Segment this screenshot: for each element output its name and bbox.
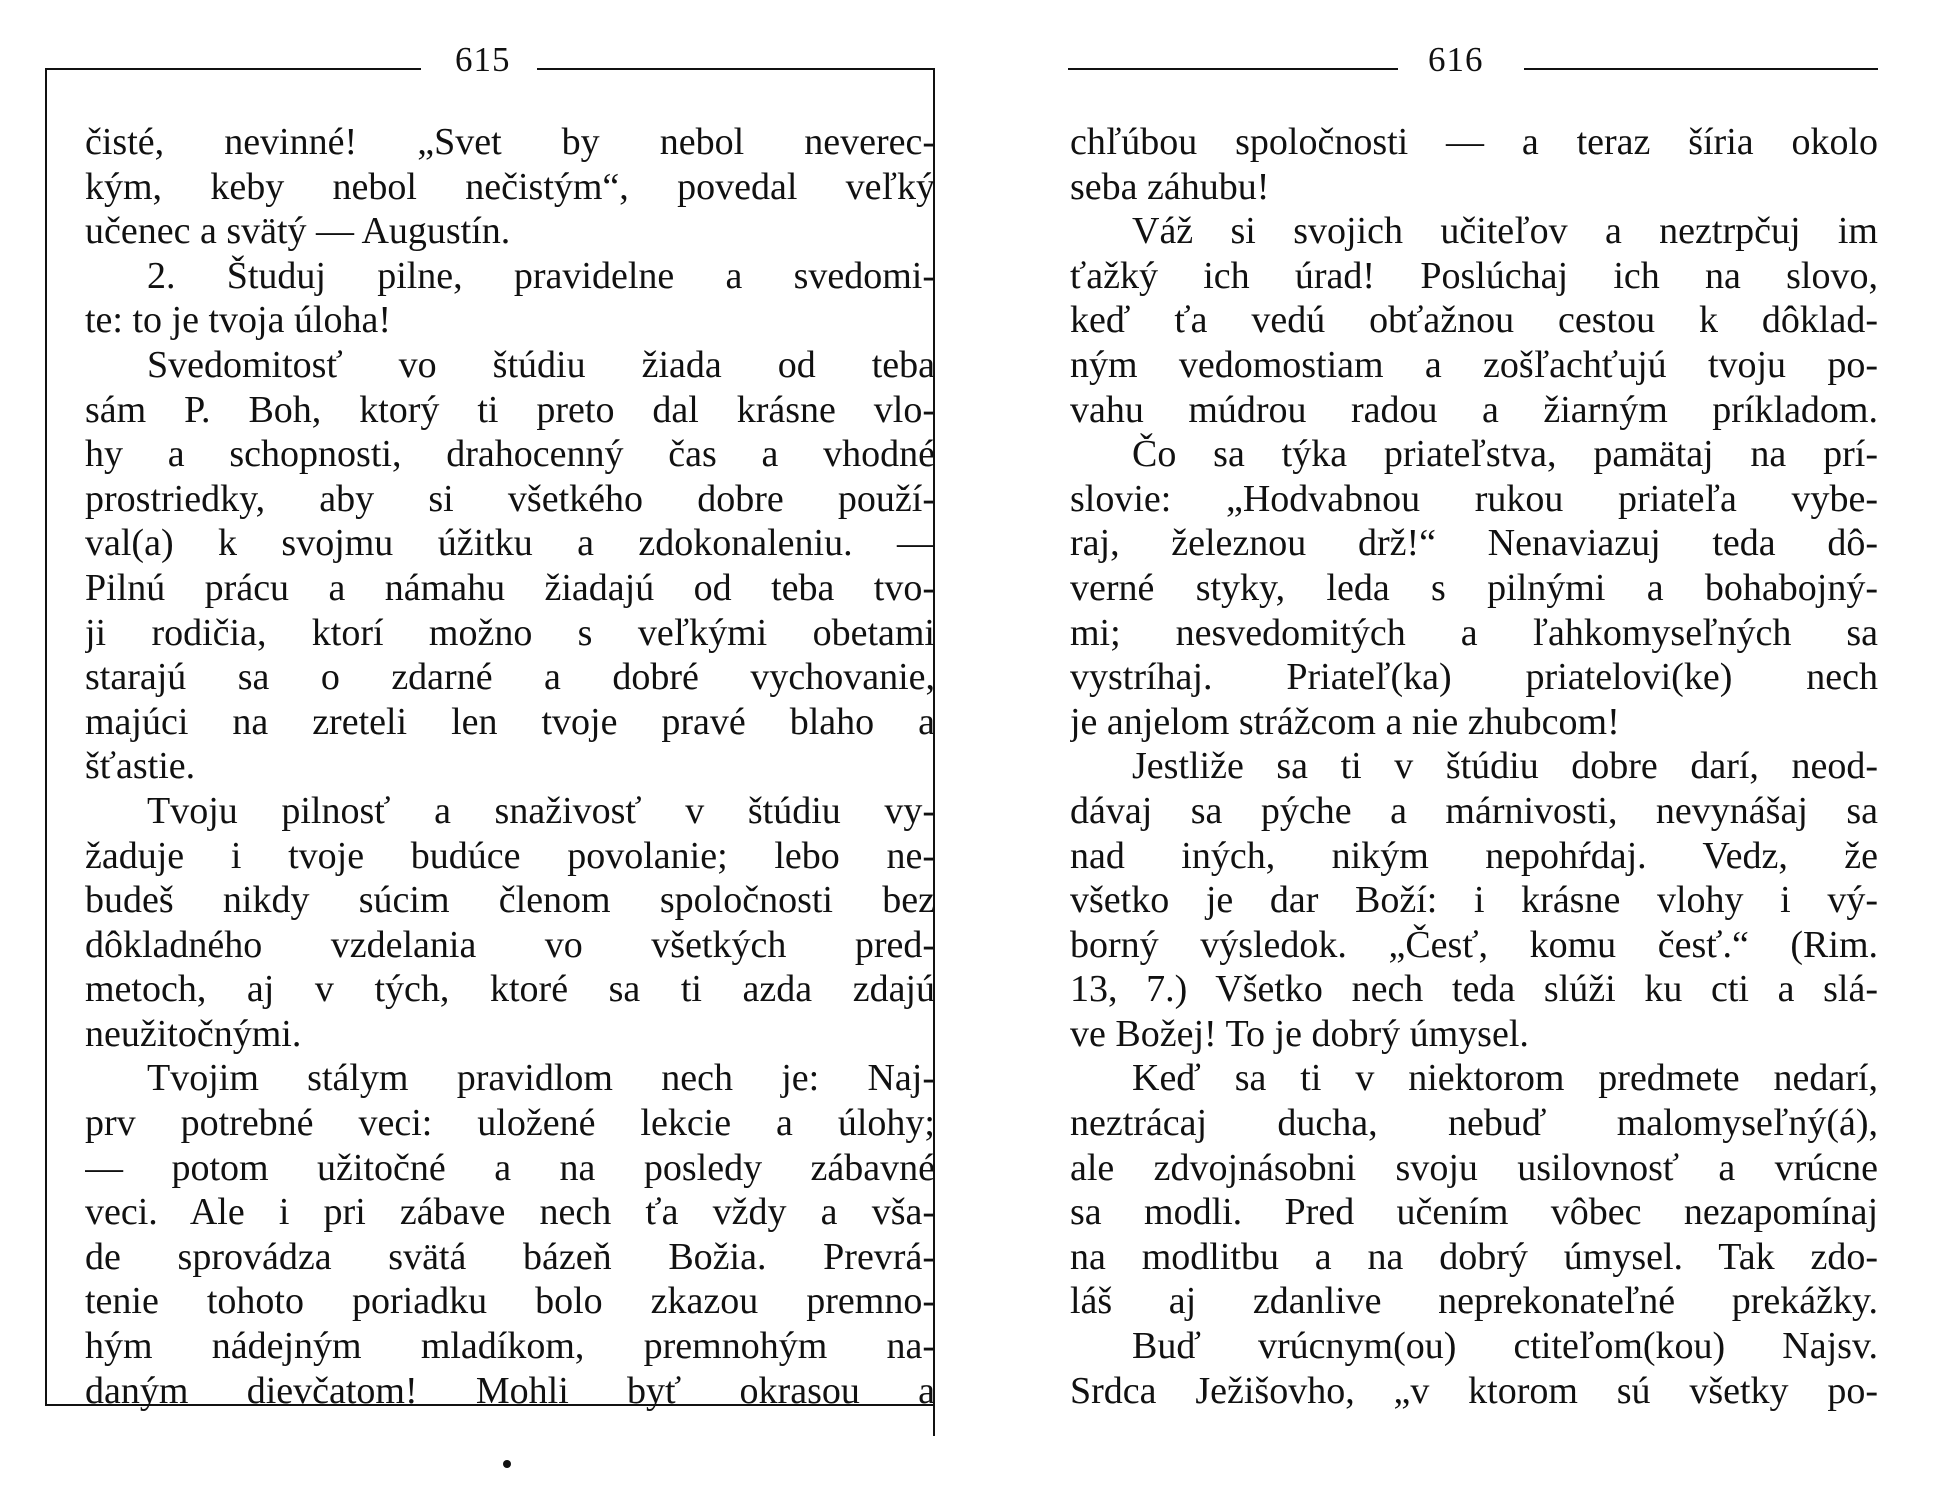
text-line: Keď sa ti v niektorom predmete nedarí,	[1132, 1057, 1878, 1100]
text-line: raj, železnou drž!“ Nenaviazuj teda dô-	[1070, 522, 1878, 565]
text-line: vahu múdrou radou a žiarným príkladom.	[1070, 388, 1878, 431]
text-line: dávaj sa pýche a márnivosti, nevynášaj sa	[1070, 789, 1878, 832]
text-line: vystríhaj. Priateľ(ka) priatelovi(ke) nech	[1070, 656, 1878, 699]
text-line: Pilnú prácu a námahu žiadajú od teba tvo-	[85, 566, 935, 609]
text-line: sám P. Boh, ktorý ti preto dal krásne vlo-	[85, 388, 935, 431]
text-line: ale zdvojnásobni svoju usilovnosť a vrúcne	[1070, 1146, 1878, 1189]
text-line: 2. Študuj pilne, pravidelne a svedomi-	[147, 254, 935, 297]
text-line: učenec a svätý — Augustín.	[85, 210, 511, 253]
text-line: keď ťa vedú obťažnou cestou k dôklad-	[1070, 299, 1878, 342]
text-line: láš aj zdanlive neprekonateľné prekážky.	[1070, 1280, 1878, 1323]
text-line: neztrácaj ducha, nebuď malomyseľný(á),	[1070, 1102, 1878, 1145]
text-line: 13, 7.) Všetko nech teda slúži ku cti a slá-	[1070, 968, 1878, 1011]
text-line: mi; nesvedomitých a ľahkomyseľných sa	[1070, 611, 1878, 654]
text-line: tenie tohoto poriadku bolo zkazou premno-	[85, 1280, 935, 1323]
text-line: val(a) k svojmu úžitku a zdokonaleniu. —	[85, 522, 935, 565]
right-page-number: 616	[1428, 40, 1484, 79]
right-page-header	[1068, 38, 1878, 82]
text-line: seba záhubu!	[1070, 165, 1270, 208]
text-line: nad iných, nikým nepohŕdaj. Vedz, že	[1070, 834, 1878, 877]
text-line: — potom užitočné a na posledy zábavné	[85, 1146, 935, 1189]
text-line: Jestliže sa ti v štúdiu dobre darí, neod-	[1132, 745, 1878, 788]
text-line: budeš nikdy súcim členom spoločnosti bez	[85, 879, 935, 922]
text-line: ným vedomostiam a zošľachťujú tvoju po-	[1070, 343, 1878, 386]
text-line: čisté, nevinné! „Svet by nebol neverec-	[85, 121, 935, 163]
text-line: všetko je dar Boží: i krásne vlohy i vý-	[1070, 879, 1878, 922]
text-line: prostriedky, aby si všetkého dobre použí-	[85, 477, 935, 520]
text-line: je anjelom strážcom a nie zhubcom!	[1070, 700, 1620, 743]
text-line: kým, keby nebol nečistým“, povedal veľký	[85, 165, 935, 208]
header-rule-left	[45, 68, 421, 70]
text-line: Tvojim stálym pravidlom nech je: Naj-	[147, 1057, 935, 1100]
text-line: šťastie.	[85, 745, 196, 788]
text-line: chľúbou spoločnosti — a teraz šíria okolo	[1070, 121, 1878, 163]
text-line: majúci na zreteli len tvoje pravé blaho a	[85, 700, 935, 743]
text-line: Čo sa týka priateľstva, pamätaj na prí-	[1132, 433, 1878, 476]
text-line: Váž si svojich učiteľov a neztrpčuj im	[1132, 210, 1878, 253]
text-line: ji rodičia, ktorí možno s veľkými obetami	[85, 611, 935, 654]
text-line: neužitočnými.	[85, 1012, 302, 1055]
left-page-number: 615	[455, 40, 511, 79]
text-line: daným dievčatom! Mohli byť okrasou a	[85, 1369, 935, 1412]
text-line: dôkladného vzdelania vo všetkých pred-	[85, 923, 935, 966]
header-rule-left	[1068, 68, 1398, 70]
text-line: žaduje i tvoje budúce povolanie; lebo ne-	[85, 834, 935, 877]
text-line: Srdca Ježišovho, „v ktorom sú všetky po-	[1070, 1369, 1878, 1412]
header-rule-right	[537, 68, 935, 70]
text-line: hy a schopnosti, drahocenný čas a vhodné	[85, 433, 935, 476]
text-line: hým nádejným mladíkom, premnohým na-	[85, 1325, 935, 1368]
text-line: ťažký ich úrad! Poslúchaj ich na slovo,	[1070, 254, 1878, 297]
text-line: Svedomitosť vo štúdiu žiada od teba	[147, 343, 935, 386]
text-line: slovie: „Hodvabnou rukou priateľa vybe-	[1070, 477, 1878, 520]
text-line: veci. Ale i pri zábave nech ťa vždy a vša-	[85, 1191, 935, 1234]
text-line: sa modli. Pred učením vôbec nezapomínaj	[1070, 1191, 1878, 1234]
text-line: verné styky, leda s pilnými a bohabojný-	[1070, 566, 1878, 609]
header-rule-right	[1524, 68, 1878, 70]
text-line: de sprovádza svätá bázeň Božia. Prevrá-	[85, 1235, 935, 1278]
text-line: Buď vrúcnym(ou) ctiteľom(kou) Najsv.	[1132, 1325, 1878, 1368]
right-page-text	[1070, 120, 1878, 1413]
text-line: borný výsledok. „Česť, komu česť.“ (Rim.	[1070, 923, 1878, 966]
text-line: ve Božej! To je dobrý úmysel.	[1070, 1012, 1529, 1055]
text-line: starajú sa o zdarné a dobré vychovanie,	[85, 656, 935, 699]
text-line: prv potrebné veci: uložené lekcie a úlohy;	[85, 1102, 935, 1145]
left-page-header	[45, 38, 935, 82]
frame-left-border	[45, 70, 47, 1406]
text-line: metoch, aj v tých, ktoré sa ti azda zdajú	[85, 968, 935, 1011]
left-page-text	[85, 120, 935, 1413]
print-mark-dot	[503, 1460, 511, 1468]
text-line: Tvoju pilnosť a snaživosť v štúdiu vy-	[147, 789, 935, 832]
text-line: te: to je tvoja úloha!	[85, 299, 392, 342]
text-line: na modlitbu a na dobrý úmysel. Tak zdo-	[1070, 1235, 1878, 1278]
